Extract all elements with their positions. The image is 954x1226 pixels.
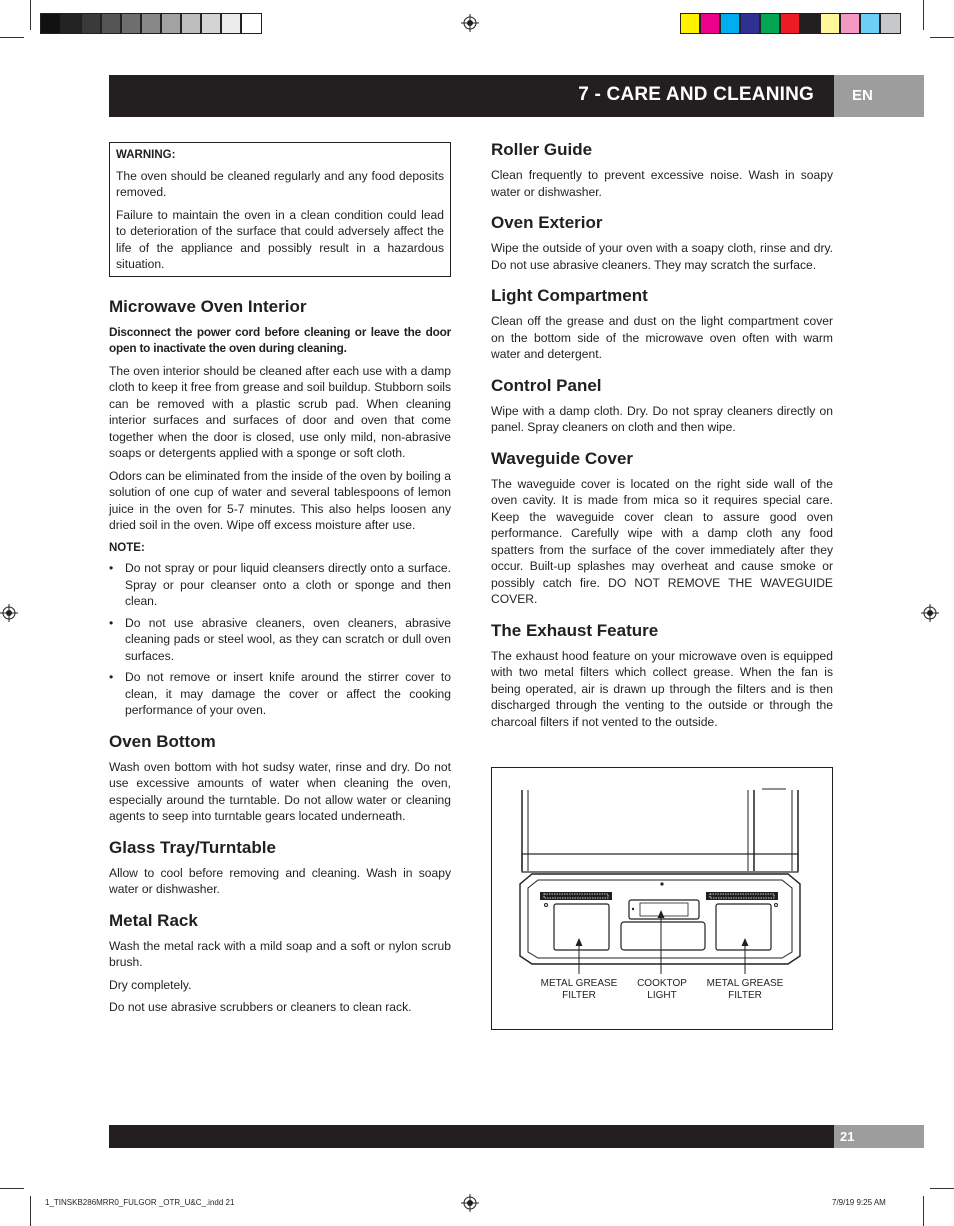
color-swatch [840,13,860,34]
grey-swatch [181,13,201,34]
filter-label-left [532,978,626,1002]
label-line: METAL GREASE [540,978,618,989]
paragraph: Clean frequently to prevent excessive noise. Wash in soapy water or dishwasher. [491,168,833,199]
color-swatch [680,13,700,34]
paragraph: Odors can be eliminated from the inside of the oven by boiling a solution of one cup of water and several tablespoons of lemon juice in the oven for 5-7 minutes. This also helps loosen any dried soil in the oven. Wipe off excess moisture after use. [109,468,451,532]
list-item-text: Do not remove or insert knife around the stirrer cover to clean, it may damage the cover or affect the cooking performance of your oven. [125,670,451,717]
language-box [834,75,924,117]
section-title: The Exhaust Feature [491,620,659,640]
paragraph: The exhaust hood feature on your microwave oven is equipped with two metal filters which collect grease. When the fan is being operated, air is drawn up through the filters and is then discharged through the venting to the outside or through the charcoal filters if not vented to the outside. [491,648,833,729]
registration-mark-icon [461,14,479,32]
cooktop-light-label [624,978,700,1002]
section-oven-exterior [491,213,833,273]
label-line: COOKTOP [637,978,687,989]
bullet-icon: • [109,615,114,630]
color-swatch [880,13,901,34]
crop-mark [0,1188,24,1189]
crop-mark [0,37,24,38]
paragraph: Allow to cool before removing and cleaning. Wash in soapy water or dishwasher. [109,865,451,896]
color-swatch [760,13,780,34]
language-label: EN [852,87,873,104]
list-item-text: Do not use abrasive cleaners, oven cleaners, abrasive cleaning pads or steel wool, as they can scratch or dull oven surfaces. [125,615,451,663]
crop-mark [923,0,924,30]
label-line: FILTER [728,990,762,1001]
color-swatch [820,13,840,34]
paragraph: Wash the metal rack with a mild soap and a soft or nylon scrub brush. [109,938,451,969]
section-title: Roller Guide [491,140,593,159]
warning-label: WARNING: [116,149,176,161]
section-glass-tray [109,838,451,898]
note-list [109,560,451,719]
note-label: NOTE: [109,541,145,554]
section-title: Oven Exterior [491,213,603,232]
section-exhaust [491,621,833,731]
section-roller-guide [491,140,833,200]
section-title: Microwave Oven Interior [109,296,307,316]
section-title: Control Panel [491,375,602,395]
paragraph: Dry completely. [109,977,192,992]
paragraph: Do not use abrasive scrubbers or cleaners to clean rack. [109,1000,412,1014]
bold-lead-text: Disconnect the power cord before cleaning or leave the door open to inactivate the oven during cleaning. [109,324,451,355]
grey-swatch [40,13,61,34]
crop-mark [930,1188,954,1189]
registration-mark-icon [461,1194,479,1212]
section-title: Light Compartment [491,286,648,305]
paragraph: Wash oven bottom with hot sudsy water, rinse and dry. Do not use excessive amounts of water when cleaning the oven, especially around the turntable. Do not allow water or cleaning agents to seep into turntable gears located underneath. [109,759,451,823]
warning-box [109,142,451,277]
warning-text-2: Failure to maintain the oven in a clean condition could lead to deterioration of the surface that could adversely affect the life of the appliance and possibly result in a hazardous situation. [116,207,444,271]
paragraph: Wipe the outside of your oven with a soapy cloth, rinse and dry. Do not use abrasive cleaners. They may scratch the surface. [491,241,833,272]
crop-mark [30,1196,31,1226]
list-item [109,560,451,610]
crop-mark [923,1196,924,1226]
section-oven-bottom [109,732,451,825]
page-title: 7 - CARE AND CLEANING [578,84,814,105]
warning-text-1: The oven should be cleaned regularly and any food deposits removed. [116,168,444,199]
registration-mark-icon [0,604,18,622]
grey-swatch [221,13,241,34]
label-line: FILTER [562,990,596,1001]
left-column [109,142,451,1029]
color-swatch [780,13,800,34]
grey-swatch [61,13,81,34]
bullet-icon: • [109,561,114,575]
grey-swatch [141,13,161,34]
grey-swatch [201,13,221,34]
grey-swatch [81,13,101,34]
section-light-compartment [491,286,833,363]
color-swatch [860,13,880,34]
section-title: Waveguide Cover [491,448,634,468]
grey-swatch [241,13,262,34]
exhaust-diagram [491,767,833,1030]
section-waveguide-cover [491,449,833,608]
date-slug: 7/9/19 9:25 AM [832,1198,886,1207]
section-title: Glass Tray/Turntable [109,837,276,857]
list-item [109,615,451,665]
crop-mark [30,0,31,30]
section-metal-rack [109,911,451,1016]
list-item [109,669,451,719]
section-microwave-interior [109,297,451,719]
filter-label-right [698,978,792,1002]
section-title: Oven Bottom [109,731,216,751]
bullet-icon: • [109,670,114,684]
label-line: LIGHT [647,990,677,1001]
color-swatch [700,13,720,34]
section-title: Metal Rack [109,910,198,930]
color-swatch [720,13,740,34]
color-swatch [800,13,820,34]
file-slug: 1_TINSKB286MRR0_FULGOR _OTR_U&C_.indd 21 [45,1198,235,1207]
page-number: 21 [840,1129,855,1144]
grey-swatch [101,13,121,34]
footer-bar [109,1125,834,1148]
list-item-text: Do not spray or pour liquid cleansers directly onto a surface. Spray or pour cleanser onto a cloth or sponge and then clean. [125,561,451,608]
registration-mark-icon [921,604,939,622]
grey-swatch [161,13,181,34]
grey-swatch [121,13,141,34]
paragraph: Wipe with a damp cloth. Dry. Do not spray cleaners directly on panel. Spray cleaners on cloth and then wipe. [491,403,833,434]
color-swatch [740,13,760,34]
paragraph: Clean off the grease and dust on the light compartment cover on the bottom side of the microwave oven often with warm water and detergent. [491,314,833,361]
section-control-panel [491,376,833,436]
right-column [491,140,833,743]
crop-mark [930,37,954,38]
label-line: METAL GREASE [706,978,784,989]
paragraph: The oven interior should be cleaned after each use with a damp cloth to keep it free from grease and soil buildup. Stubborn soils can be removed with a plastic scrub pad. When cleaning interior surfaces and surfaces of door and oven that come together when the door is closed, use only mild, non-abrasive soaps or detergents applied with a sponge or soft cloth. [109,363,451,460]
paragraph: The waveguide cover is located on the right side wall of the oven cavity. It is made from mica so it requires special care. Keep the waveguide cover clean to assure good oven performance. Carefully wipe with a damp cloth any food spatters from the surface of the cover immediately after they occur. Built-up splashes may overheat and cause smoke or possibly catch fire. DO NOT REMOVE THE WAVEGUIDE COVER. [491,476,833,606]
